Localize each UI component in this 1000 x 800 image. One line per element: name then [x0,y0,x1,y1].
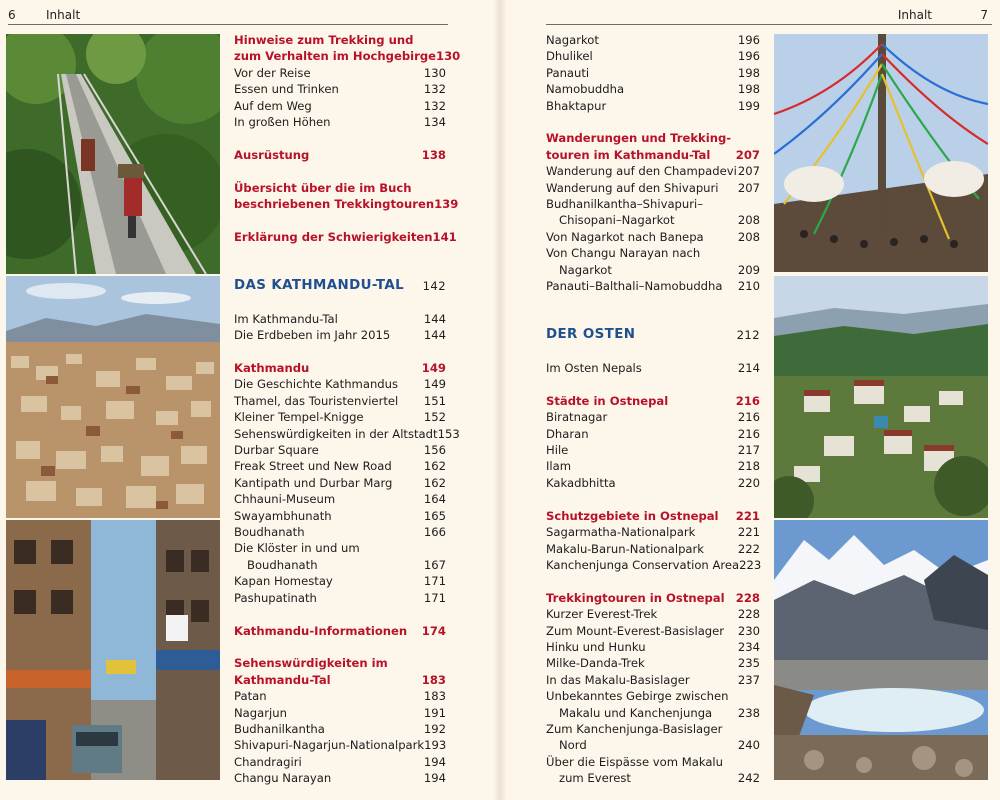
toc-entry-page: 171 [423,574,446,589]
toc-entry[interactable] [546,639,760,655]
toc-entry-page: 230 [737,623,760,638]
toc-entry-page: 151 [423,393,446,408]
photo-prayer-flags-stupa [774,34,988,272]
toc-entry[interactable] [546,262,760,278]
toc-section-heading[interactable] [546,508,760,524]
toc-section-heading[interactable] [234,196,459,212]
toc-entry-title: Kathmandu-Informationen [234,623,408,638]
left-header-rule [8,24,448,25]
toc-entry-page: 166 [423,525,446,540]
toc-entry-page: 139 [434,197,459,212]
toc-entry[interactable] [234,754,446,770]
toc-entry-title: Dharan [546,426,589,441]
toc-entry[interactable] [546,98,760,114]
toc-entry[interactable] [546,278,760,294]
toc-entry-title: Ilam [546,459,572,474]
toc-entry-title: Kakadbhitta [546,475,616,490]
toc-entry-page: 240 [737,738,760,753]
photo-suspension-bridge [6,34,220,274]
toc-spacer [234,294,446,310]
toc-entry-page: 223 [739,557,762,572]
toc-spacer [546,573,760,589]
toc-entry-page: 191 [423,705,446,720]
toc-entry[interactable] [234,705,446,721]
toc-entry-page: 221 [735,508,760,523]
toc-entry[interactable] [234,458,446,474]
toc-spacer [234,212,446,228]
toc-entry-page: 174 [421,623,446,638]
toc-entry[interactable] [234,721,446,737]
toc-entry-page: 196 [737,33,760,47]
toc-entry-title: Kapan Homestay [234,574,333,589]
toc-entry-title: Nagarjun [234,705,287,720]
toc-entry-title: Hinku und Hunku [546,639,646,654]
toc-spacer [546,491,760,507]
toc-entry-title: Wanderungen und Trekking- [546,131,732,146]
toc-entry-page: 130 [436,49,461,64]
toc-entry-title: Ausrüstung [234,147,310,162]
toc-entry-title: Bhaktapur [546,98,607,113]
right-header-rule [546,24,992,25]
toc-entry-title: Über die Eispässe vom Makalu [546,754,724,769]
toc-entry-title: Pashupatinath [234,590,317,605]
toc-entry-page: 134 [423,115,446,130]
toc-section-heading[interactable] [234,672,446,688]
toc-entry-page: 209 [737,262,760,277]
toc-entry-title: Die Erdbeben im Jahr 2015 [234,328,391,343]
toc-entry-page: 238 [737,705,760,720]
toc-entry[interactable] [546,163,760,179]
toc-entry-page: 162 [423,475,446,490]
toc-section-heading[interactable] [234,229,457,245]
toc-entry-title: zum Everest [559,771,631,786]
toc-section-heading[interactable] [234,32,446,48]
toc-entry-title: Biratnagar [546,410,608,425]
toc-entry[interactable] [546,212,760,228]
toc-entry[interactable] [234,475,446,491]
toc-entry[interactable] [234,442,446,458]
toc-entry-title: Makalu und Kanchenjunga [559,705,713,720]
toc-region-heading[interactable] [546,327,760,343]
toc-entry-title: Wanderung auf den Champadevi [546,164,737,179]
toc-entry-title: Makalu-Barun-Nationalpark [546,541,705,556]
photo-hill-village [774,276,988,518]
toc-entry-page: 138 [421,147,446,162]
toc-entry[interactable] [546,606,760,622]
toc-entry[interactable] [234,524,446,540]
toc-entry-title: Unbekanntes Gebirge zwischen [546,689,729,704]
right-table-of-contents [546,32,760,787]
toc-section-heading[interactable] [234,180,446,196]
right-page [500,0,1000,800]
toc-spacer [234,130,446,146]
toc-entry-title: Boudhanath [234,525,305,540]
toc-spacer [234,639,446,655]
toc-entry-title: Die Klöster in und um [234,541,360,556]
toc-entry-page: 207 [737,180,760,195]
toc-entry[interactable] [546,688,760,704]
toc-entry-page: 242 [737,771,760,786]
toc-entry-title: Wanderung auf den Shivapuri [546,180,719,195]
toc-entry-title: Übersicht über die im Buch [234,180,412,195]
toc-section-heading[interactable] [546,147,760,163]
toc-entry-title: Changu Narayan [234,771,332,786]
toc-entry-title: Kantipath und Durbar Marg [234,475,393,490]
toc-entry-page: 193 [424,738,447,753]
toc-entry[interactable] [234,491,446,507]
toc-entry[interactable] [546,623,760,639]
toc-entry[interactable] [234,688,446,704]
toc-section-heading[interactable] [234,147,446,163]
toc-entry-page: 162 [423,459,446,474]
toc-entry[interactable] [546,442,760,458]
toc-entry[interactable] [546,770,760,786]
toc-entry-title: Budhanilkantha [234,721,325,736]
toc-entry-title: Kanchenjunga Conservation Area [546,557,740,572]
right-running-head: Inhalt [897,8,932,22]
toc-entry-page: 156 [423,443,446,458]
toc-entry-page: 153 [437,426,460,441]
toc-entry-title: Nagarkot [546,33,599,47]
toc-entry-page: 208 [737,229,760,244]
toc-spacer [546,344,760,360]
toc-region-heading[interactable] [234,278,446,294]
toc-entry-page: 217 [737,443,760,458]
toc-entry[interactable] [546,196,760,212]
toc-entry-page: 194 [423,771,446,786]
toc-entry-page: 228 [735,590,760,605]
toc-entry-title: Swayambhunath [234,508,332,523]
toc-entry-page: 234 [737,639,760,654]
toc-entry-title: Chandragiri [234,754,302,769]
toc-entry-title: Kathmandu [234,361,310,376]
left-page-number: 6 [8,8,16,22]
toc-entry-title: Zum Mount-Everest-Basislager [546,623,725,638]
toc-entry[interactable] [546,655,760,671]
toc-entry-title: Trekkingtouren in Ostnepal [546,590,725,605]
toc-entry-title: Kurzer Everest-Trek [546,607,658,622]
photo-kathmandu-panorama [6,276,220,518]
toc-entry-page: 149 [421,361,446,376]
left-table-of-contents [234,32,461,787]
toc-entry-title: DER OSTEN [546,327,636,343]
toc-entry-page: 192 [423,721,446,736]
toc-entry[interactable] [234,508,446,524]
toc-entry-page: 183 [421,672,446,687]
toc-entry[interactable] [234,327,446,343]
toc-spacer [234,245,446,261]
toc-entry-page: 228 [737,607,760,622]
toc-entry-page: 183 [423,689,446,704]
toc-entry-title: Die Geschichte Kathmandus [234,377,399,392]
toc-entry-title: Nord [559,738,587,753]
toc-entry-title: Budhanilkantha–Shivapuri– [546,197,704,212]
toc-entry-page: 235 [737,656,760,671]
toc-spacer [546,311,760,327]
toc-entry-page: 196 [737,49,760,64]
toc-entry-page: 218 [737,459,760,474]
toc-spacer [234,344,446,360]
toc-entry[interactable] [546,48,760,64]
toc-entry-title: Kathmandu-Tal [234,672,331,687]
right-page-number: 7 [980,8,988,22]
toc-entry-title: beschriebenen Trekkingtouren [234,197,435,212]
toc-spacer [546,294,760,310]
toc-entry[interactable] [234,376,446,392]
toc-entry-title: Von Changu Narayan nach [546,246,701,261]
toc-entry[interactable] [234,590,446,606]
toc-entry-title: Erklärung der Schwierigkeiten [234,229,433,244]
toc-entry-title: Auf dem Weg [234,98,312,113]
toc-entry[interactable] [546,65,760,81]
toc-entry-title: Freak Street und New Road [234,459,392,474]
toc-section-heading[interactable] [234,623,446,639]
toc-entry-page: 222 [737,541,760,556]
toc-entry-page: 132 [423,82,446,97]
left-running-head: Inhalt [46,8,81,22]
toc-entry-title: Sehenswürdigkeiten in der Altstadt [234,426,438,441]
toc-entry-page: 199 [737,98,760,113]
toc-entry[interactable] [546,524,760,540]
toc-entry-page: 216 [737,426,760,441]
toc-entry-title: Im Osten Nepals [546,361,642,376]
toc-entry-title: Chisopani–Nagarkot [559,213,675,228]
toc-entry-page: 130 [423,65,446,80]
toc-entry-title: Zum Kanchenjunga-Basislager [546,721,723,736]
toc-entry-title: Thamel, das Touristenviertel [234,393,399,408]
toc-entry[interactable] [234,770,446,786]
toc-entry-title: Schutzgebiete in Ostnepal [546,508,719,523]
toc-entry-page: 144 [423,328,446,343]
toc-section-heading[interactable] [234,360,446,376]
toc-entry[interactable] [546,81,760,97]
toc-entry-page: 198 [737,65,760,80]
toc-entry-title: zum Verhalten im Hochgebirge [234,49,436,64]
toc-entry-page: 216 [737,410,760,425]
toc-entry-title: Sehenswürdigkeiten im [234,656,388,671]
toc-entry-title: Patan [234,689,267,704]
toc-entry[interactable] [546,705,760,721]
toc-entry-page: 165 [423,508,446,523]
toc-entry-page: 208 [737,213,760,228]
toc-entry-page: 198 [737,82,760,97]
toc-entry[interactable] [546,557,760,573]
toc-entry-page: 141 [432,229,457,244]
toc-entry-title: Panauti–Balthali–Namobuddha [546,279,723,294]
toc-section-heading[interactable] [546,393,760,409]
toc-entry-page: 171 [423,590,446,605]
toc-entry-title: In großen Höhen [234,115,331,130]
toc-spacer [546,114,760,130]
toc-spacer [546,376,760,392]
toc-entry-title: Von Nagarkot nach Banepa [546,229,704,244]
toc-entry-title: In das Makalu-Basislager [546,672,690,687]
toc-entry-page: 167 [423,557,446,572]
toc-entry-title: Hile [546,443,569,458]
toc-section-heading[interactable] [234,48,461,64]
toc-entry[interactable] [546,229,760,245]
toc-entry[interactable] [546,245,760,261]
toc-entry[interactable] [546,458,760,474]
toc-entry[interactable] [234,409,446,425]
toc-entry[interactable] [546,426,760,442]
toc-entry-title: Durbar Square [234,443,319,458]
toc-entry[interactable] [546,672,760,688]
toc-entry-title: Kleiner Tempel-Knigge [234,410,364,425]
toc-entry-page: 212 [736,328,760,343]
toc-entry-page: 220 [737,475,760,490]
toc-entry[interactable] [234,65,446,81]
toc-spacer [234,262,446,278]
toc-entry[interactable] [546,737,760,753]
toc-spacer [234,606,446,622]
toc-entry-title: Essen und Trinken [234,82,339,97]
toc-entry-title: Boudhanath [247,557,318,572]
toc-entry-title: Hinweise zum Trekking und [234,33,414,47]
toc-entry[interactable] [546,721,760,737]
toc-entry-title: Shivapuri-Nagarjun-Nationalpark [234,738,425,753]
toc-section-heading[interactable] [546,590,760,606]
toc-entry-page: 132 [423,98,446,113]
toc-entry[interactable] [546,360,760,376]
toc-entry-title: Dhulikel [546,49,593,64]
toc-entry[interactable] [234,393,446,409]
toc-section-heading[interactable] [546,130,760,146]
toc-entry[interactable] [234,557,446,573]
toc-entry[interactable] [546,32,760,48]
toc-entry-page: 207 [735,147,760,162]
toc-entry-page: 149 [423,377,446,392]
toc-entry-page: 194 [423,754,446,769]
toc-entry-title: Vor der Reise [234,65,311,80]
toc-entry-page: 142 [422,279,446,294]
toc-entry-page: 221 [737,525,760,540]
toc-entry-title: Nagarkot [559,262,612,277]
photo-everest-gokyo-lake [774,520,988,780]
photo-thamel-street [6,520,220,780]
toc-entry[interactable] [546,409,760,425]
toc-entry[interactable] [234,426,460,442]
toc-entry-page: 207 [737,164,760,179]
toc-entry[interactable] [234,737,446,753]
toc-entry-page: 144 [423,311,446,326]
toc-entry-title: Milke-Danda-Trek [546,656,645,671]
toc-entry-page: 210 [737,279,760,294]
toc-entry-title: touren im Kathmandu-Tal [546,147,711,162]
toc-entry-title: Chhauni-Museum [234,492,336,507]
toc-entry-title: Panauti [546,65,590,80]
toc-entry-title: Im Kathmandu-Tal [234,311,338,326]
toc-entry[interactable] [234,573,446,589]
toc-entry[interactable] [234,540,446,556]
toc-entry[interactable] [546,541,760,557]
toc-spacer [234,163,446,179]
toc-entry-page: 152 [423,410,446,425]
toc-entry-title: Sagarmatha-Nationalpark [546,525,696,540]
toc-entry[interactable] [234,98,446,114]
toc-section-heading[interactable] [234,655,446,671]
toc-entry[interactable] [546,754,760,770]
toc-entry-page: 237 [737,672,760,687]
toc-entry[interactable] [546,475,760,491]
toc-entry-page: 164 [423,492,446,507]
toc-entry[interactable] [234,311,446,327]
toc-entry[interactable] [234,114,446,130]
toc-entry[interactable] [234,81,446,97]
toc-entry-page: 216 [735,393,760,408]
toc-entry-page: 214 [737,361,760,376]
toc-entry-title: Städte in Ostnepal [546,393,669,408]
toc-entry-title: DAS KATHMANDU-TAL [234,278,405,294]
toc-entry[interactable] [546,180,760,196]
toc-entry-title: Namobuddha [546,82,625,97]
